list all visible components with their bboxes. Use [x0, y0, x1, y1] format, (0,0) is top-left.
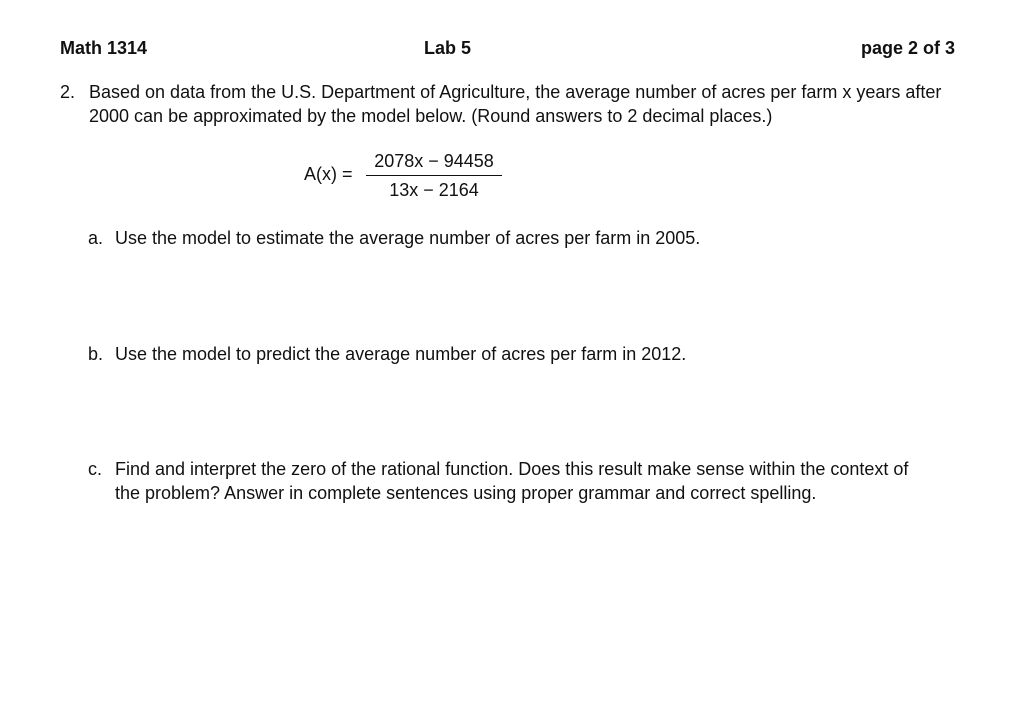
part-a-text: Use the model to estimate the average number of acres per farm in 2005. [115, 228, 701, 248]
part-b-text: Use the model to predict the average number of acres per farm in 2012. [115, 344, 687, 364]
page-header [60, 38, 955, 62]
part-c-label: c. [88, 459, 103, 479]
fraction-bar [366, 175, 502, 176]
course-title: Math 1314 [60, 38, 148, 58]
lab-title: Lab 5 [424, 38, 472, 58]
formula-lhs: A(x) = [304, 164, 353, 184]
part-c-text: Find and interpret the zero of the rational function. Does this result make sense within the context of the problem? Answer in complete sentences using proper grammar and correct spelling. [115, 459, 909, 503]
formula-denominator: 13x − 2164 [389, 180, 479, 200]
part-a-label: a. [88, 228, 104, 248]
formula-fraction [366, 148, 502, 203]
formula-numerator: 2078x − 94458 [374, 151, 494, 171]
problem-text: Based on data from the U.S. Department of Agriculture, the average number of acres per farm x years after 2000 can be approximated by the model below. (Round answers to 2 decimal places.) [89, 82, 942, 126]
page-number: page 2 of 3 [860, 38, 955, 58]
part-b-label: b. [88, 344, 104, 364]
problem-number: 2. [60, 82, 76, 102]
